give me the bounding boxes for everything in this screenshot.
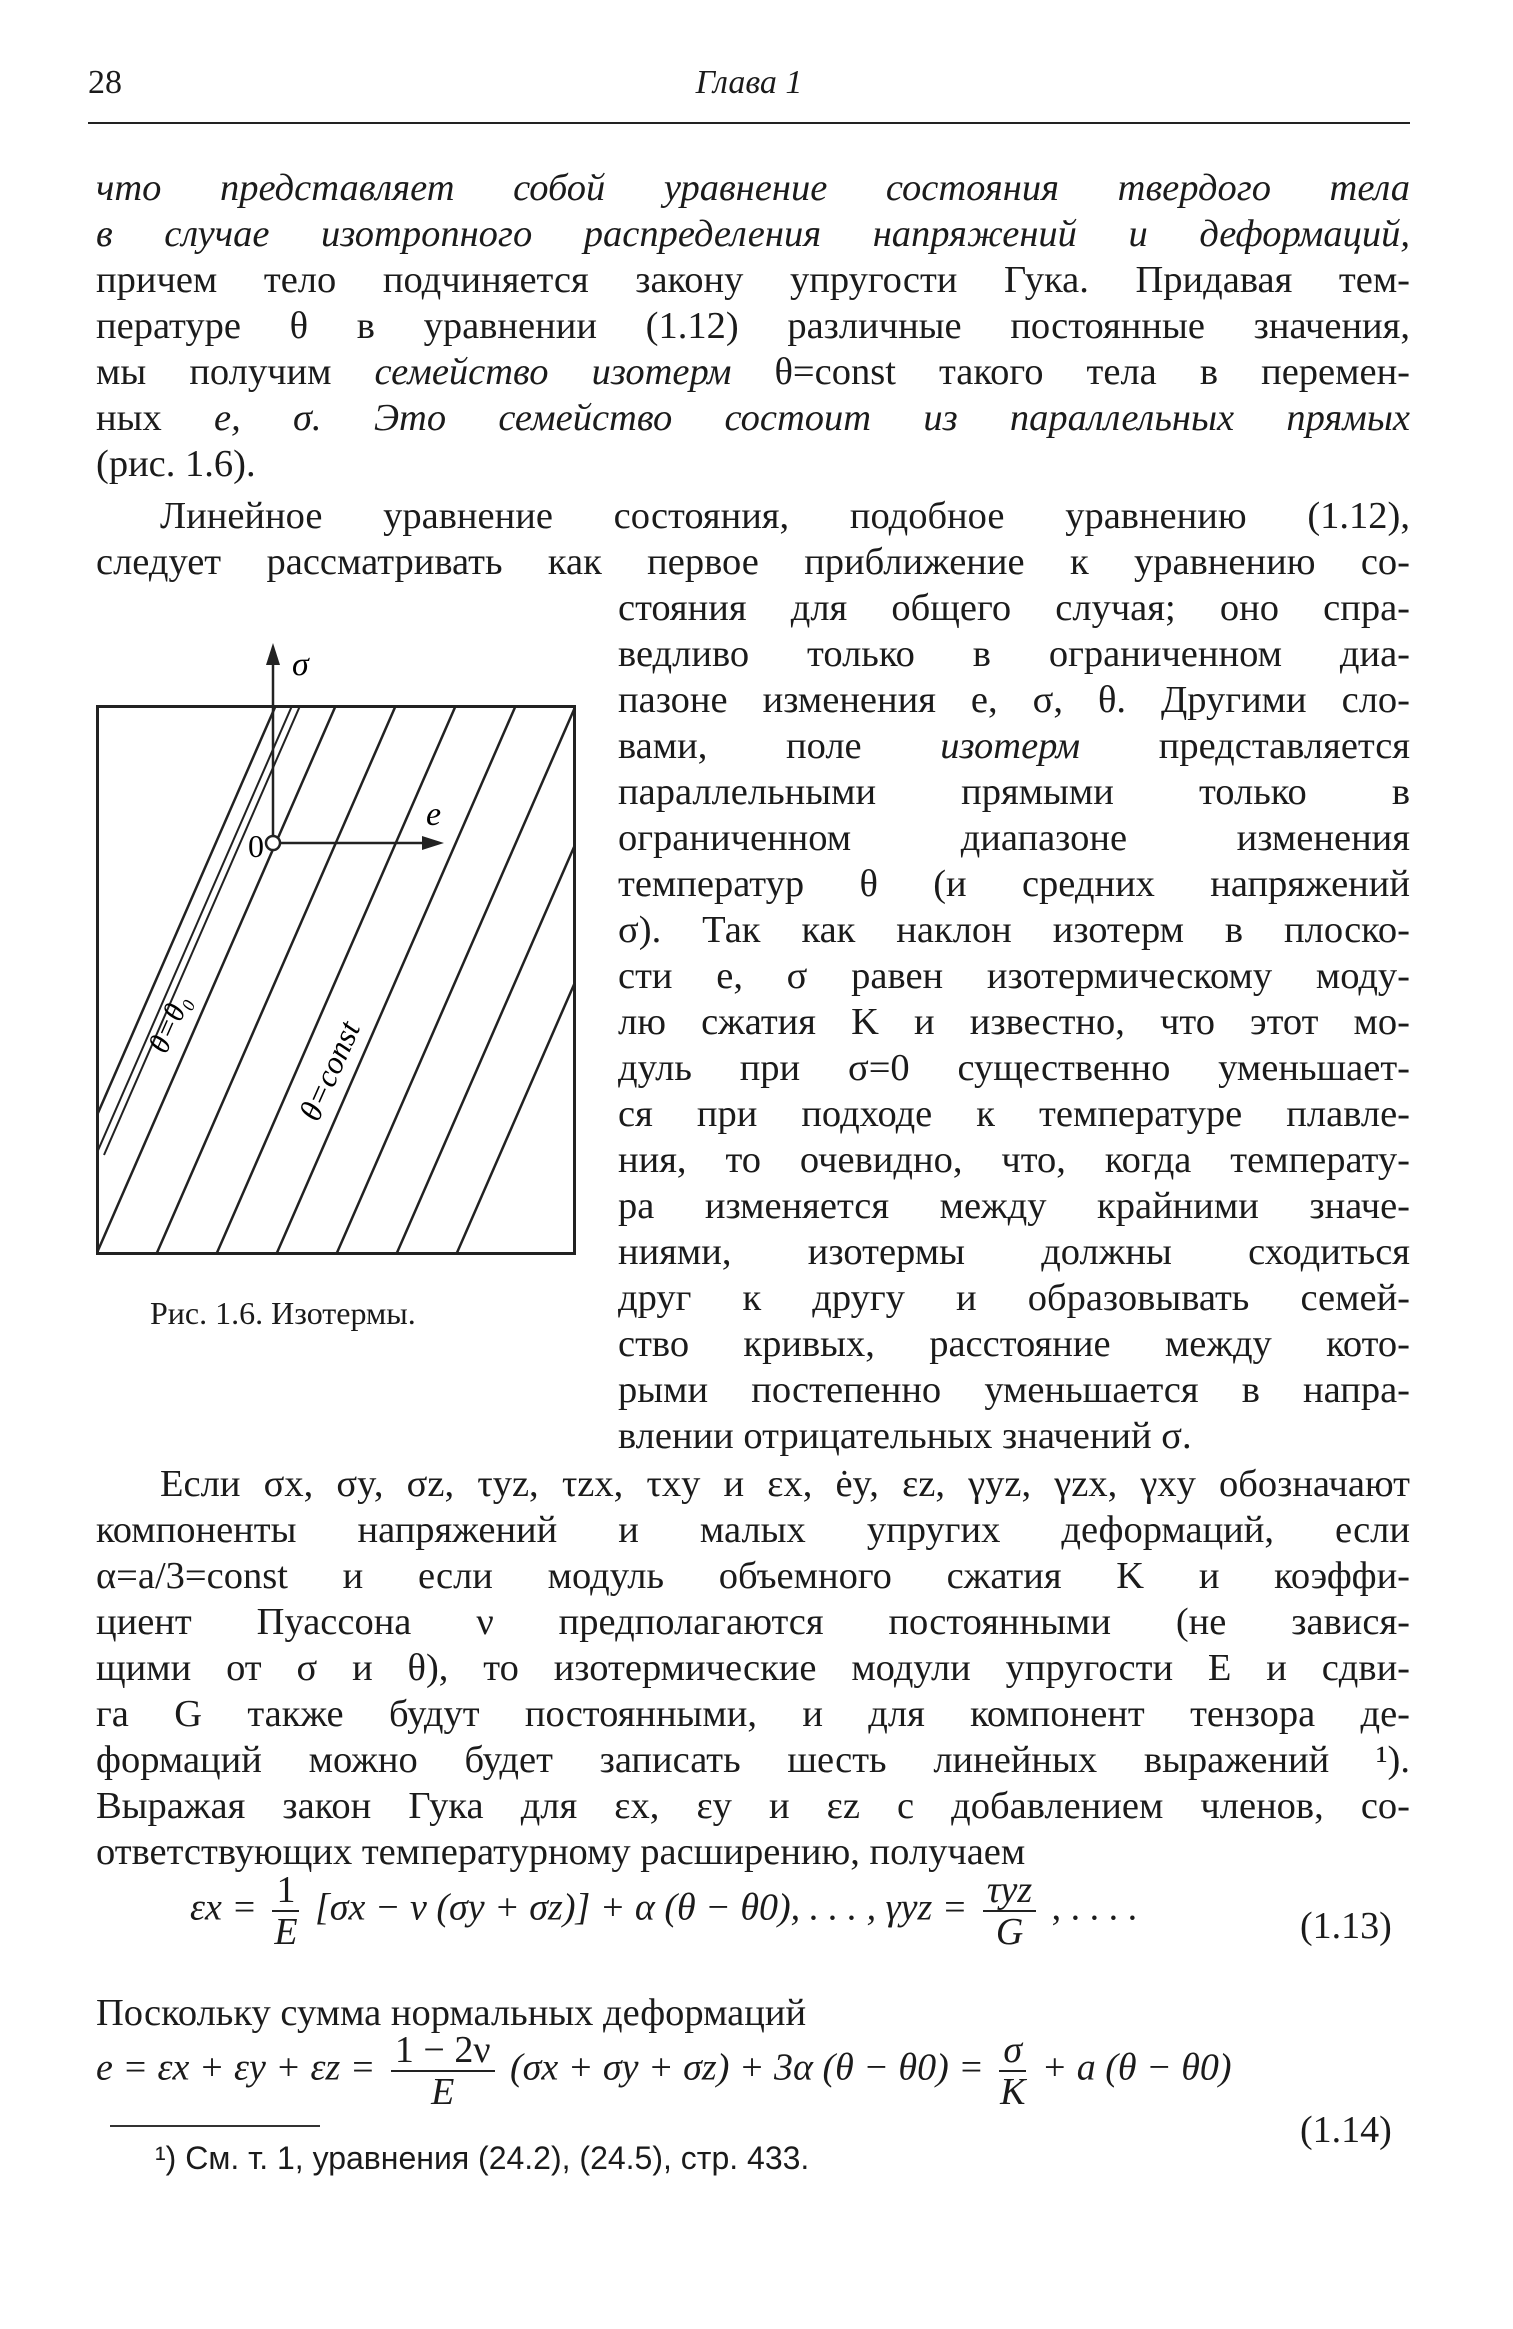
eq113-fraction (272, 1870, 299, 1952)
intro-line-5 (96, 349, 1410, 395)
figure-isotherms (96, 635, 576, 1275)
intro-line-2: в случае изотропного распределения напряжений и деформаций, (96, 213, 1410, 255)
intro-line-6c: Это семейство состоит из параллельных прямых (373, 397, 1410, 439)
intro-line-6 (96, 395, 1410, 441)
theta-const-label: θ=const (291, 1015, 368, 1126)
intro-line-7: (рис. 1.6). (96, 443, 256, 485)
para4-line: Поскольку сумма нормальных деформаций (96, 1992, 807, 2034)
isotherm-line (276, 705, 516, 1255)
para2-right-4a: вами, поле (618, 725, 941, 767)
page-header (88, 60, 1410, 124)
eq113-lhs: εx = (190, 1886, 257, 1929)
para3-line-4: циент Пуассона ν предполагаются постоянными (не завися- (96, 1601, 1410, 1643)
isotherm-line (156, 705, 396, 1255)
para2-right-9: сти е, σ равен изотермическому моду- (618, 955, 1410, 997)
isotherm-theta0-line-a (96, 660, 312, 1155)
axis-e-label: e (426, 796, 442, 833)
para3-line-2: компоненты напряжений и малых упругих деформаций, если (96, 1509, 1410, 1551)
axis-sigma-label: σ (292, 646, 309, 683)
equation-1-14 (96, 2030, 1232, 2112)
para2-right-8: σ). Так как наклон изотерм в плоско- (618, 909, 1410, 951)
para2-right-7: температур θ (и средних напряжений (618, 863, 1410, 905)
isotherm-line (96, 705, 276, 1255)
para2-right-5: параллельными прямыми только в (618, 771, 1410, 813)
para2-line-1: Линейное уравнение состояния, подобное уравнению (1.12), (160, 495, 1410, 537)
intro-line-5c: θ=const такого тела в перемен- (731, 351, 1411, 393)
intro-line-4: пературе θ в уравнении (1.12) различные постоянные значения, (96, 305, 1410, 347)
eq114-tail: + a (θ − θ0) (1041, 2046, 1232, 2089)
para2-right-17: ство кривых, расстояние между кото- (618, 1323, 1410, 1365)
para2-right-11: дуль при σ=0 существенно уменьшает- (618, 1047, 1410, 1089)
intro-line-1: что представляет собой уравнение состояния твердого тела (96, 167, 1410, 209)
equation-1-13 (190, 1870, 1137, 1952)
figure-caption: Рис. 1.6. Изотермы. (150, 1295, 416, 1331)
eq114-frac-num: 1 − 2ν (391, 2030, 495, 2072)
eq113-tail: , . . . . (1051, 1886, 1138, 1929)
para2-right-4c: представляется (1080, 725, 1410, 767)
para3-line-6: га G также будут постоянными, и для компонент тензора де- (96, 1693, 1410, 1735)
para2-right-2: ведливо только в ограниченном диа- (618, 633, 1410, 675)
para3-line-9: ответствующих температурному расширению, получаем (96, 1831, 1026, 1873)
eq113-frac-num: 1 (272, 1870, 299, 1912)
para2-right-19: влении отрицательных значений σ. (618, 1415, 1192, 1457)
para2-right-6: ограниченном диапазоне изменения (618, 817, 1410, 859)
eq114-frac2-den: K (1000, 2071, 1026, 2113)
eq113-mid: [σx − ν (σy + σz)] + α (θ − θ0), . . . , γyz = (314, 1886, 968, 1929)
figure-svg (96, 635, 576, 1275)
equation-number-1-14: (1.14) (1300, 2109, 1392, 2151)
para2-line-2: следует рассматривать как первое приближение к уравнению со- (96, 541, 1410, 583)
running-title: Глава 1 (695, 64, 803, 101)
intro-line-6a: ных (96, 397, 214, 439)
para2-right-12: ся при подходе к температуре плавле- (618, 1093, 1410, 1135)
para3-line-1: Если σx, σy, σz, τyz, τzx, τxy и εx, ėy, εz, γyz, γzx, γxy обозначают (160, 1463, 1410, 1505)
para3-line-7: формаций можно будет записать шесть линейных выражений ¹). (96, 1739, 1410, 1781)
page-number: 28 (88, 64, 122, 101)
para2-right-1: стояния для общего случая; оно спра- (618, 587, 1410, 629)
para3-line-8: Выражая закон Гука для εx, εy и εz с добавлением членов, со- (96, 1785, 1410, 1827)
para2-right-4 (618, 723, 1410, 769)
para2-right-4b: изотерм (940, 725, 1081, 767)
equation-number-1-13: (1.13) (1300, 1905, 1392, 1947)
para2-right-16: друг к другу и образовывать семей- (618, 1277, 1410, 1319)
eq114-frac-den: E (431, 2071, 455, 2113)
sigma-arrow-icon (266, 643, 280, 665)
theta0-label: θ=θ₀ (142, 989, 197, 1058)
intro-line-6b: е, σ. (213, 397, 374, 439)
eq113-fraction-2 (983, 1870, 1036, 1952)
isotherm-line (396, 705, 576, 1255)
origin-point (266, 836, 280, 850)
eq113-frac2-den: G (995, 1911, 1024, 1953)
eq113-frac2-num: τyz (983, 1870, 1036, 1912)
para2-right-15: ниями, изотермы должны сходиться (618, 1231, 1410, 1273)
para3-line-5: щими от σ и θ), то изотермические модули упругости E и сдви- (96, 1647, 1410, 1689)
footnote: ¹) См. т. 1, уравнения (24.2), (24.5), стр. 433. (155, 2140, 810, 2176)
origin-label: 0 (248, 828, 264, 864)
isotherm-line (336, 705, 576, 1255)
isotherm-line (216, 705, 456, 1255)
intro-term-isotherms: семейство изотерм (374, 351, 732, 393)
intro-line-5a: мы получим (96, 351, 375, 393)
isotherm-line (96, 705, 336, 1255)
intro-line-3: причем тело подчиняется закону упругости Гука. Придавая тем- (96, 259, 1410, 301)
eq114-fraction-2 (999, 2030, 1026, 2112)
para2-right-10: лю сжатия K и известно, что этот мо- (618, 1001, 1410, 1043)
eq114-fraction (391, 2030, 495, 2112)
isotherm-theta0-line-b (104, 660, 320, 1155)
eq114-frac2-num: σ (999, 2030, 1026, 2072)
para3-line-3: α=a/3=const и если модуль объемного сжатия K и коэффи- (96, 1555, 1410, 1597)
eq114-lhs: e = εx + εy + εz = (96, 2046, 376, 2089)
footnote-rule (110, 2125, 320, 2127)
eq113-frac-den: E (274, 1911, 298, 1953)
eq114-mid: (σx + σy + σz) + 3α (θ − θ0) = (510, 2046, 984, 2089)
para2-right-13: ния, то очевидно, что, когда температу- (618, 1139, 1410, 1181)
para2-right-3: пазоне изменения е, σ, θ. Другими сло- (618, 679, 1410, 721)
e-arrow-icon (422, 836, 444, 850)
para2-right-18: рыми постепенно уменьшается в напра- (618, 1369, 1410, 1411)
para2-right-14: ра изменяется между крайними значе- (618, 1185, 1410, 1227)
